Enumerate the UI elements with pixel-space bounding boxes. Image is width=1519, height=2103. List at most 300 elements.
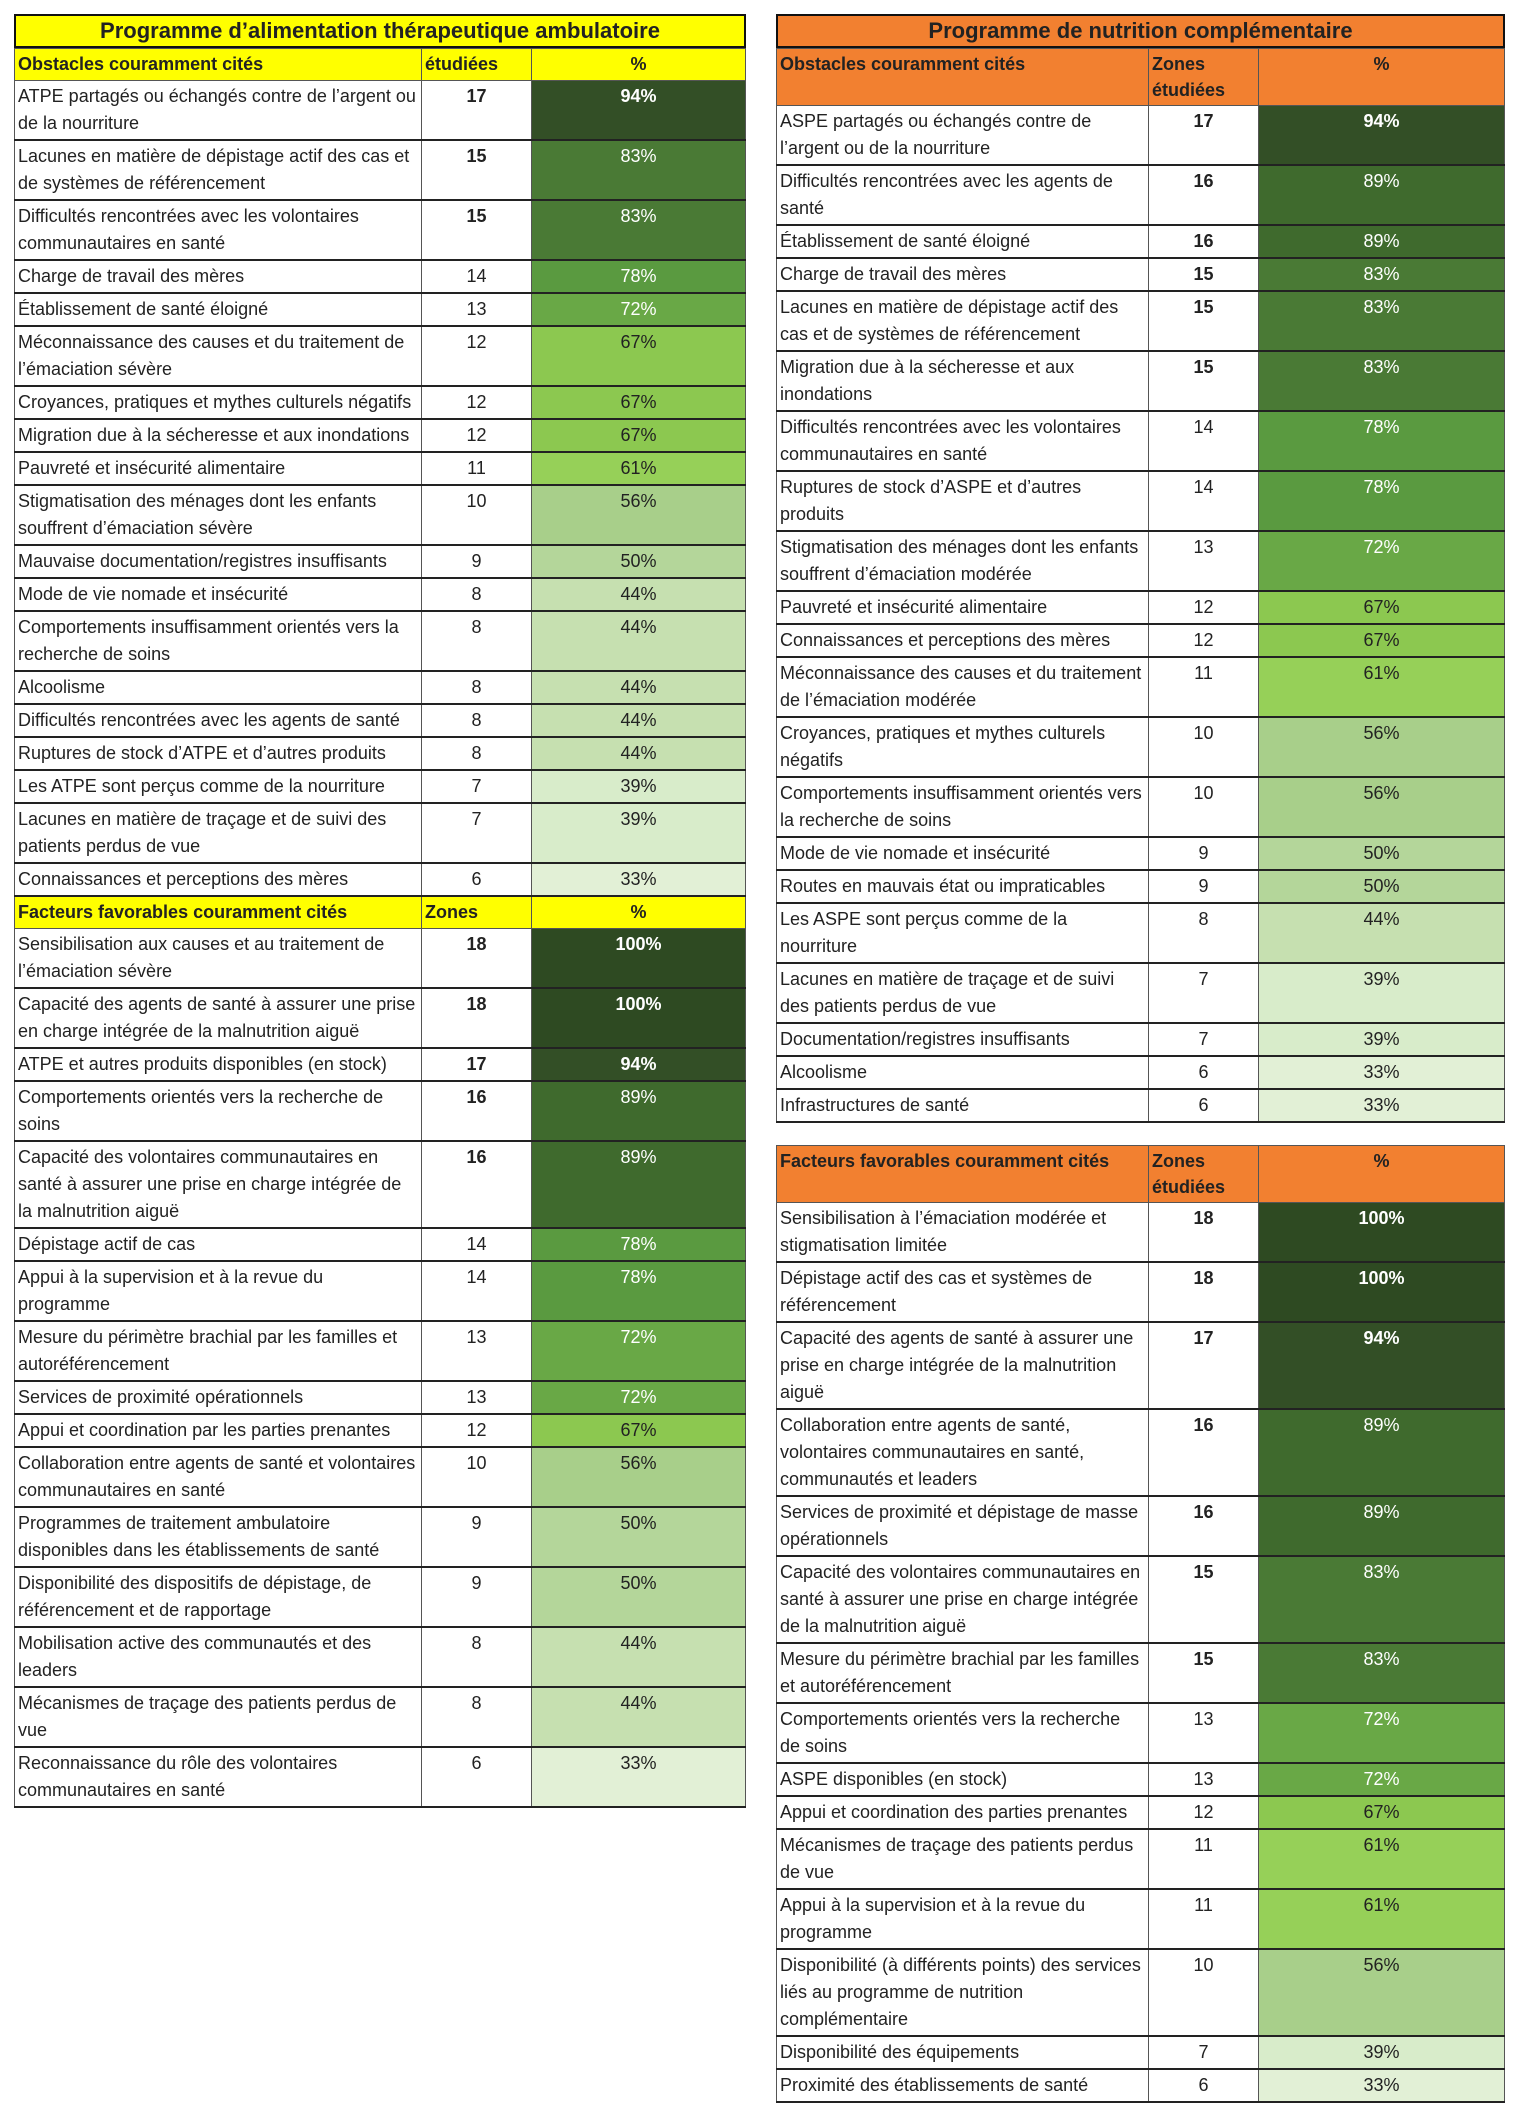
row-label: Lacunes en matière de traçage et de suivi des patients perdus de vue bbox=[777, 963, 1149, 1023]
table-row bbox=[777, 1262, 1505, 1322]
table-row bbox=[15, 386, 746, 419]
row-count: 17 bbox=[1149, 106, 1259, 166]
table-row bbox=[15, 863, 746, 896]
row-percent: 67% bbox=[532, 1414, 746, 1447]
row-count: 11 bbox=[422, 452, 532, 485]
table-row bbox=[777, 1829, 1505, 1889]
row-label: Alcoolisme bbox=[777, 1056, 1149, 1089]
row-percent: 78% bbox=[532, 1261, 746, 1321]
obstacles-header-label: Obstacles couramment cités bbox=[15, 49, 422, 81]
table-row bbox=[15, 1567, 746, 1627]
row-label: Pauvreté et insécurité alimentaire bbox=[15, 452, 422, 485]
enablers-header-label: Facteurs favorables couramment cités bbox=[15, 896, 422, 929]
row-count: 15 bbox=[1149, 1643, 1259, 1703]
table-row bbox=[15, 419, 746, 452]
table-row bbox=[15, 611, 746, 671]
table-row bbox=[777, 1643, 1505, 1703]
row-count: 9 bbox=[422, 545, 532, 578]
row-percent: 83% bbox=[1259, 1643, 1505, 1703]
row-count: 15 bbox=[1149, 1556, 1259, 1643]
row-label: Mécanismes de traçage des patients perdus de vue bbox=[777, 1829, 1149, 1889]
otp-title: Programme d’alimentation thérapeutique ambulatoire bbox=[14, 14, 746, 48]
row-count: 18 bbox=[422, 988, 532, 1048]
row-percent: 100% bbox=[1259, 1262, 1505, 1322]
row-label: Capacité des agents de santé à assurer une prise en charge intégrée de la malnutrition aiguë bbox=[15, 988, 422, 1048]
row-label: Capacité des volontaires communautaires en santé à assurer une prise en charge intégrée de la malnutrition aiguë bbox=[15, 1141, 422, 1228]
obstacles-header-pct: % bbox=[1259, 49, 1505, 106]
row-count: 8 bbox=[1149, 903, 1259, 963]
table-row bbox=[15, 803, 746, 863]
row-count: 13 bbox=[422, 1381, 532, 1414]
row-percent: 33% bbox=[1259, 2069, 1505, 2102]
table-row bbox=[777, 963, 1505, 1023]
obstacles-header-label: Obstacles couramment cités bbox=[777, 49, 1149, 106]
table-row bbox=[15, 988, 746, 1048]
obstacles-header-count: Zones étudiées bbox=[1149, 49, 1259, 106]
table-row bbox=[777, 106, 1505, 166]
row-percent: 33% bbox=[532, 863, 746, 896]
table-row bbox=[777, 291, 1505, 351]
row-count: 8 bbox=[422, 578, 532, 611]
table-row bbox=[777, 2036, 1505, 2069]
row-label: Dépistage actif de cas bbox=[15, 1228, 422, 1261]
row-count: 11 bbox=[1149, 1829, 1259, 1889]
row-count: 7 bbox=[422, 770, 532, 803]
row-label: Services de proximité et dépistage de masse opérationnels bbox=[777, 1496, 1149, 1556]
row-label: Connaissances et perceptions des mères bbox=[777, 624, 1149, 657]
row-percent: 83% bbox=[1259, 258, 1505, 291]
table-row bbox=[777, 1322, 1505, 1409]
row-label: Mesure du périmètre brachial par les familles et autoréférencement bbox=[777, 1643, 1149, 1703]
row-percent: 83% bbox=[532, 140, 746, 200]
row-percent: 89% bbox=[532, 1141, 746, 1228]
row-label: Mode de vie nomade et insécurité bbox=[15, 578, 422, 611]
row-label: Appui à la supervision et à la revue du programme bbox=[777, 1889, 1149, 1949]
row-label: Documentation/registres insuffisants bbox=[777, 1023, 1149, 1056]
row-count: 14 bbox=[1149, 411, 1259, 471]
row-label: Collaboration entre agents de santé, volontaires communautaires en santé, communautés et leaders bbox=[777, 1409, 1149, 1496]
row-count: 18 bbox=[1149, 1262, 1259, 1322]
table-row bbox=[777, 1023, 1505, 1056]
row-percent: 94% bbox=[532, 1048, 746, 1081]
table-row bbox=[777, 165, 1505, 225]
table-row bbox=[777, 531, 1505, 591]
row-percent: 89% bbox=[1259, 1409, 1505, 1496]
table-row bbox=[777, 657, 1505, 717]
table-row bbox=[777, 1089, 1505, 1122]
row-percent: 94% bbox=[1259, 106, 1505, 166]
row-label: Appui à la supervision et à la revue du programme bbox=[15, 1261, 422, 1321]
row-label: Mauvaise documentation/registres insuffisants bbox=[15, 545, 422, 578]
row-count: 6 bbox=[422, 863, 532, 896]
row-percent: 56% bbox=[532, 1447, 746, 1507]
row-label: Collaboration entre agents de santé et volontaires communautaires en santé bbox=[15, 1447, 422, 1507]
row-count: 15 bbox=[1149, 351, 1259, 411]
row-percent: 56% bbox=[532, 485, 746, 545]
row-count: 15 bbox=[1149, 291, 1259, 351]
row-label: Mécanismes de traçage des patients perdus de vue bbox=[15, 1687, 422, 1747]
row-count: 12 bbox=[422, 326, 532, 386]
row-count: 16 bbox=[1149, 165, 1259, 225]
row-percent: 83% bbox=[1259, 351, 1505, 411]
row-count: 10 bbox=[1149, 717, 1259, 777]
row-label: Dépistage actif des cas et systèmes de référencement bbox=[777, 1262, 1149, 1322]
row-count: 9 bbox=[422, 1507, 532, 1567]
table-row bbox=[15, 671, 746, 704]
table-row bbox=[777, 1556, 1505, 1643]
row-count: 11 bbox=[1149, 1889, 1259, 1949]
row-count: 8 bbox=[422, 671, 532, 704]
table-row bbox=[15, 485, 746, 545]
row-count: 7 bbox=[1149, 963, 1259, 1023]
row-percent: 72% bbox=[532, 1321, 746, 1381]
row-count: 15 bbox=[422, 200, 532, 260]
table-row bbox=[777, 1949, 1505, 2036]
table-row bbox=[15, 260, 746, 293]
row-count: 12 bbox=[1149, 624, 1259, 657]
row-count: 13 bbox=[1149, 1703, 1259, 1763]
table-row bbox=[777, 1889, 1505, 1949]
table-row bbox=[15, 1081, 746, 1141]
row-label: Disponibilité des équipements bbox=[777, 2036, 1149, 2069]
row-count: 12 bbox=[422, 386, 532, 419]
row-percent: 78% bbox=[1259, 471, 1505, 531]
section-gap bbox=[777, 1122, 1505, 1146]
row-label: Difficultés rencontrées avec les volontaires communautaires en santé bbox=[777, 411, 1149, 471]
table-row bbox=[15, 1141, 746, 1228]
row-percent: 61% bbox=[1259, 1889, 1505, 1949]
row-percent: 44% bbox=[532, 671, 746, 704]
table-row bbox=[777, 1796, 1505, 1829]
row-label: Stigmatisation des ménages dont les enfants souffrent d’émaciation modérée bbox=[777, 531, 1149, 591]
table-row bbox=[15, 452, 746, 485]
row-label: Difficultés rencontrées avec les agents de santé bbox=[15, 704, 422, 737]
table-row bbox=[777, 1409, 1505, 1496]
enablers-header-row bbox=[15, 896, 746, 929]
row-count: 7 bbox=[1149, 2036, 1259, 2069]
table-row bbox=[15, 1627, 746, 1687]
row-percent: 72% bbox=[1259, 1703, 1505, 1763]
row-count: 10 bbox=[422, 485, 532, 545]
row-label: Comportements insuffisamment orientés vers la recherche de soins bbox=[15, 611, 422, 671]
table-row bbox=[777, 1703, 1505, 1763]
row-label: Migration due à la sécheresse et aux inondations bbox=[777, 351, 1149, 411]
row-label: Appui et coordination des parties prenantes bbox=[777, 1796, 1149, 1829]
row-label: Alcoolisme bbox=[15, 671, 422, 704]
row-percent: 44% bbox=[1259, 903, 1505, 963]
row-label: Croyances, pratiques et mythes culturels négatifs bbox=[15, 386, 422, 419]
row-percent: 44% bbox=[532, 611, 746, 671]
table-row bbox=[777, 1496, 1505, 1556]
row-count: 16 bbox=[422, 1081, 532, 1141]
row-label: Sensibilisation aux causes et au traitement de l’émaciation sévère bbox=[15, 929, 422, 989]
row-percent: 44% bbox=[532, 1627, 746, 1687]
table-row bbox=[15, 1228, 746, 1261]
row-count: 14 bbox=[422, 1261, 532, 1321]
row-label: ASPE partagés ou échangés contre de l’argent ou de la nourriture bbox=[777, 106, 1149, 166]
table-row bbox=[15, 737, 746, 770]
table-row bbox=[777, 777, 1505, 837]
row-label: Croyances, pratiques et mythes culturels négatifs bbox=[777, 717, 1149, 777]
table-row bbox=[15, 1507, 746, 1567]
row-label: Méconnaissance des causes et du traitement de l’émaciation modérée bbox=[777, 657, 1149, 717]
row-percent: 94% bbox=[532, 81, 746, 141]
row-count: 12 bbox=[422, 419, 532, 452]
row-label: Disponibilité (à différents points) des services liés au programme de nutrition complémentaire bbox=[777, 1949, 1149, 2036]
row-label: Lacunes en matière de traçage et de suivi des patients perdus de vue bbox=[15, 803, 422, 863]
row-count: 6 bbox=[1149, 2069, 1259, 2102]
row-label: Connaissances et perceptions des mères bbox=[15, 863, 422, 896]
row-count: 16 bbox=[1149, 1496, 1259, 1556]
row-count: 12 bbox=[1149, 591, 1259, 624]
row-percent: 89% bbox=[532, 1081, 746, 1141]
row-label: Difficultés rencontrées avec les agents de santé bbox=[777, 165, 1149, 225]
table-row bbox=[777, 471, 1505, 531]
enablers-header-label: Facteurs favorables couramment cités bbox=[777, 1146, 1149, 1203]
row-label: Méconnaissance des causes et du traitement de l’émaciation sévère bbox=[15, 326, 422, 386]
row-percent: 78% bbox=[1259, 411, 1505, 471]
enablers-header-pct: % bbox=[1259, 1146, 1505, 1203]
otp-panel bbox=[14, 14, 746, 1808]
row-count: 18 bbox=[422, 929, 532, 989]
row-percent: 100% bbox=[532, 929, 746, 989]
row-percent: 33% bbox=[1259, 1089, 1505, 1122]
row-count: 13 bbox=[1149, 1763, 1259, 1796]
row-percent: 56% bbox=[1259, 717, 1505, 777]
row-percent: 39% bbox=[1259, 2036, 1505, 2069]
row-label: Établissement de santé éloigné bbox=[15, 293, 422, 326]
row-count: 8 bbox=[422, 704, 532, 737]
row-count: 7 bbox=[422, 803, 532, 863]
table-row bbox=[15, 200, 746, 260]
row-percent: 50% bbox=[1259, 837, 1505, 870]
table-row bbox=[15, 1321, 746, 1381]
row-count: 17 bbox=[422, 81, 532, 141]
row-percent: 33% bbox=[1259, 1056, 1505, 1089]
row-percent: 67% bbox=[532, 386, 746, 419]
row-count: 9 bbox=[1149, 870, 1259, 903]
row-percent: 100% bbox=[532, 988, 746, 1048]
row-percent: 61% bbox=[1259, 1829, 1505, 1889]
table-row bbox=[15, 81, 746, 141]
row-percent: 61% bbox=[532, 452, 746, 485]
row-count: 16 bbox=[1149, 1409, 1259, 1496]
row-label: ATPE et autres produits disponibles (en stock) bbox=[15, 1048, 422, 1081]
table-row bbox=[777, 837, 1505, 870]
row-percent: 39% bbox=[1259, 963, 1505, 1023]
row-label: Reconnaissance du rôle des volontaires communautaires en santé bbox=[15, 1747, 422, 1807]
table-row bbox=[15, 704, 746, 737]
table-row bbox=[777, 717, 1505, 777]
obstacles-header-row bbox=[777, 49, 1505, 106]
row-count: 14 bbox=[1149, 471, 1259, 531]
obstacles-header-count: étudiées bbox=[422, 49, 532, 81]
table-row bbox=[777, 624, 1505, 657]
row-percent: 44% bbox=[532, 704, 746, 737]
row-label: Mode de vie nomade et insécurité bbox=[777, 837, 1149, 870]
row-label: Charge de travail des mères bbox=[777, 258, 1149, 291]
row-percent: 67% bbox=[1259, 624, 1505, 657]
table-row bbox=[15, 293, 746, 326]
row-count: 10 bbox=[1149, 1949, 1259, 2036]
table-row bbox=[777, 351, 1505, 411]
row-label: Ruptures de stock d’ATPE et d’autres produits bbox=[15, 737, 422, 770]
row-percent: 44% bbox=[532, 737, 746, 770]
row-count: 6 bbox=[422, 1747, 532, 1807]
row-label: Comportements orientés vers la recherche de soins bbox=[777, 1703, 1149, 1763]
obstacles-header-pct: % bbox=[532, 49, 746, 81]
row-percent: 78% bbox=[532, 260, 746, 293]
row-percent: 39% bbox=[532, 803, 746, 863]
row-count: 14 bbox=[422, 1228, 532, 1261]
row-count: 18 bbox=[1149, 1203, 1259, 1263]
table-row bbox=[15, 1048, 746, 1081]
table-row bbox=[777, 1763, 1505, 1796]
row-percent: 50% bbox=[532, 1507, 746, 1567]
row-count: 11 bbox=[1149, 657, 1259, 717]
table-row bbox=[15, 578, 746, 611]
nut-title: Programme de nutrition complémentaire bbox=[776, 14, 1505, 48]
row-percent: 72% bbox=[1259, 1763, 1505, 1796]
table-row bbox=[777, 1056, 1505, 1089]
row-count: 13 bbox=[1149, 531, 1259, 591]
row-count: 13 bbox=[422, 293, 532, 326]
row-count: 10 bbox=[1149, 777, 1259, 837]
row-label: Pauvreté et insécurité alimentaire bbox=[777, 591, 1149, 624]
row-label: Services de proximité opérationnels bbox=[15, 1381, 422, 1414]
row-label: Établissement de santé éloigné bbox=[777, 225, 1149, 258]
row-percent: 50% bbox=[1259, 870, 1505, 903]
row-label: Capacité des agents de santé à assurer une prise en charge intégrée de la malnutrition aiguë bbox=[777, 1322, 1149, 1409]
row-count: 16 bbox=[1149, 225, 1259, 258]
row-percent: 94% bbox=[1259, 1322, 1505, 1409]
row-percent: 44% bbox=[532, 1687, 746, 1747]
table-row bbox=[15, 1687, 746, 1747]
row-percent: 67% bbox=[1259, 1796, 1505, 1829]
row-count: 8 bbox=[422, 1687, 532, 1747]
row-percent: 67% bbox=[1259, 591, 1505, 624]
table-row bbox=[777, 2069, 1505, 2102]
row-count: 17 bbox=[422, 1048, 532, 1081]
table-row bbox=[15, 140, 746, 200]
row-count: 6 bbox=[1149, 1089, 1259, 1122]
row-label: Les ATPE sont perçus comme de la nourriture bbox=[15, 770, 422, 803]
row-label: Appui et coordination par les parties prenantes bbox=[15, 1414, 422, 1447]
nut-panel bbox=[776, 14, 1505, 2103]
row-percent: 56% bbox=[1259, 1949, 1505, 2036]
row-percent: 33% bbox=[532, 1747, 746, 1807]
row-percent: 39% bbox=[532, 770, 746, 803]
row-percent: 89% bbox=[1259, 1496, 1505, 1556]
row-percent: 83% bbox=[1259, 1556, 1505, 1643]
table-row bbox=[15, 326, 746, 386]
table-row bbox=[15, 1381, 746, 1414]
row-label: Proximité des établissements de santé bbox=[777, 2069, 1149, 2102]
row-count: 13 bbox=[422, 1321, 532, 1381]
row-label: Lacunes en matière de dépistage actif des cas et de systèmes de référencement bbox=[15, 140, 422, 200]
enablers-header-pct: % bbox=[532, 896, 746, 929]
table-row bbox=[777, 225, 1505, 258]
row-count: 15 bbox=[422, 140, 532, 200]
row-label: Mobilisation active des communautés et des leaders bbox=[15, 1627, 422, 1687]
row-count: 12 bbox=[422, 1414, 532, 1447]
table-row bbox=[777, 903, 1505, 963]
row-label: Ruptures de stock d’ASPE et d’autres produits bbox=[777, 471, 1149, 531]
table-row bbox=[777, 870, 1505, 903]
row-percent: 67% bbox=[532, 326, 746, 386]
row-count: 16 bbox=[422, 1141, 532, 1228]
row-percent: 89% bbox=[1259, 165, 1505, 225]
enablers-header-row bbox=[777, 1146, 1505, 1203]
table-row bbox=[777, 411, 1505, 471]
row-label: Programmes de traitement ambulatoire disponibles dans les établissements de santé bbox=[15, 1507, 422, 1567]
row-percent: 72% bbox=[1259, 531, 1505, 591]
table-row bbox=[777, 591, 1505, 624]
enablers-header-count: Zones bbox=[422, 896, 532, 929]
row-count: 8 bbox=[422, 1627, 532, 1687]
row-percent: 61% bbox=[1259, 657, 1505, 717]
row-percent: 44% bbox=[532, 578, 746, 611]
row-label: ATPE partagés ou échangés contre de l’argent ou de la nourriture bbox=[15, 81, 422, 141]
row-label: Mesure du périmètre brachial par les familles et autoréférencement bbox=[15, 1321, 422, 1381]
row-percent: 50% bbox=[532, 545, 746, 578]
row-percent: 83% bbox=[1259, 291, 1505, 351]
row-count: 9 bbox=[422, 1567, 532, 1627]
row-count: 7 bbox=[1149, 1023, 1259, 1056]
row-count: 14 bbox=[422, 260, 532, 293]
row-count: 8 bbox=[422, 737, 532, 770]
row-label: Lacunes en matière de dépistage actif des cas et de systèmes de référencement bbox=[777, 291, 1149, 351]
table-row bbox=[15, 545, 746, 578]
table-row bbox=[15, 1447, 746, 1507]
row-percent: 67% bbox=[532, 419, 746, 452]
nut-table bbox=[776, 48, 1505, 2103]
row-count: 17 bbox=[1149, 1322, 1259, 1409]
row-label: Sensibilisation à l’émaciation modérée et stigmatisation limitée bbox=[777, 1203, 1149, 1263]
row-percent: 72% bbox=[532, 293, 746, 326]
row-count: 10 bbox=[422, 1447, 532, 1507]
row-percent: 39% bbox=[1259, 1023, 1505, 1056]
row-percent: 100% bbox=[1259, 1203, 1505, 1263]
enablers-header-count: Zones étudiées bbox=[1149, 1146, 1259, 1203]
row-label: Comportements insuffisamment orientés vers la recherche de soins bbox=[777, 777, 1149, 837]
row-label: Difficultés rencontrées avec les volontaires communautaires en santé bbox=[15, 200, 422, 260]
row-label: ASPE disponibles (en stock) bbox=[777, 1763, 1149, 1796]
row-percent: 50% bbox=[532, 1567, 746, 1627]
row-percent: 56% bbox=[1259, 777, 1505, 837]
row-count: 12 bbox=[1149, 1796, 1259, 1829]
row-percent: 78% bbox=[532, 1228, 746, 1261]
row-label: Charge de travail des mères bbox=[15, 260, 422, 293]
row-label: Capacité des volontaires communautaires en santé à assurer une prise en charge intégrée de la malnutrition aiguë bbox=[777, 1556, 1149, 1643]
row-label: Stigmatisation des ménages dont les enfants souffrent d’émaciation sévère bbox=[15, 485, 422, 545]
row-label: Comportements orientés vers la recherche de soins bbox=[15, 1081, 422, 1141]
table-row bbox=[15, 1747, 746, 1807]
table-row bbox=[15, 770, 746, 803]
row-label: Routes en mauvais état ou impraticables bbox=[777, 870, 1149, 903]
row-percent: 89% bbox=[1259, 225, 1505, 258]
row-count: 9 bbox=[1149, 837, 1259, 870]
obstacles-header-row bbox=[15, 49, 746, 81]
table-row bbox=[777, 258, 1505, 291]
row-count: 6 bbox=[1149, 1056, 1259, 1089]
row-count: 15 bbox=[1149, 258, 1259, 291]
otp-table bbox=[14, 48, 746, 1808]
table-row bbox=[15, 1414, 746, 1447]
row-label: Disponibilité des dispositifs de dépistage, de référencement et de rapportage bbox=[15, 1567, 422, 1627]
row-label: Les ASPE sont perçus comme de la nourriture bbox=[777, 903, 1149, 963]
row-percent: 72% bbox=[532, 1381, 746, 1414]
